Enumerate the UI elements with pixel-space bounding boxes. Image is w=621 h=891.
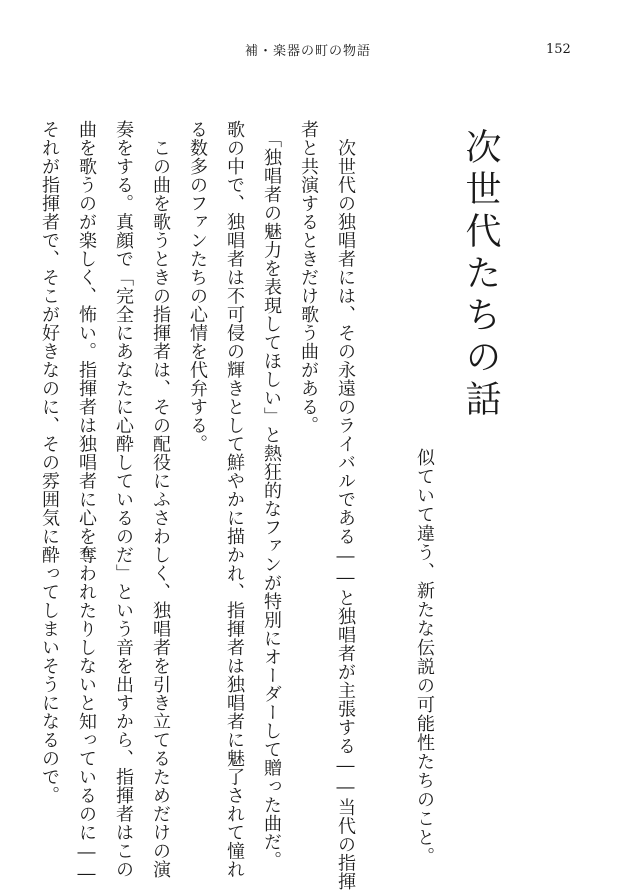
body-line: 次世代の独唱者には、その永遠のライバルである――と独唱者が主張する――当代の指揮 <box>335 120 356 891</box>
body-line: 曲を歌うのが楽しく、怖い。指揮者は独唱者に心を奪われたりしないと知っているのに―― <box>76 120 97 885</box>
chapter-title: 次世代たちの話 <box>460 128 501 422</box>
body-line: 歌の中で、独唱者は不可侵の輝きとして鮮やかに描かれ、指揮者は独唱者に魅了されて憧れ <box>224 120 245 879</box>
body-text <box>31 120 364 891</box>
body-line: それが指揮者で、そこが好きなのに、その雰囲気に酔ってしまいそうになるので。 <box>39 120 60 805</box>
body-line: る数多のファンたちの心情を代弁する。 <box>187 120 208 453</box>
body-line: 者と共演するときだけ歌う曲がある。 <box>298 120 319 435</box>
body-line: この曲を歌うときの指揮者は、その配役にふさわしく、独唱者を引き立てるためだけの演 <box>150 120 171 879</box>
body-line: 奏をする。真顔で「完全にあなたに心酔しているのだ」という音を出すから、指揮者はこの <box>113 120 134 879</box>
chapter-subtitle: 似ていて違う、新たな伝説の可能性たちのこと。 <box>414 448 435 866</box>
body-line: 「独唱者の魅力を表現してほしい」と熱狂的なファンが特別にオーダーして贈った曲だ。 <box>261 120 282 870</box>
running-head: 補・楽器の町の物語 <box>245 44 372 59</box>
page-number: 152 <box>546 42 571 57</box>
